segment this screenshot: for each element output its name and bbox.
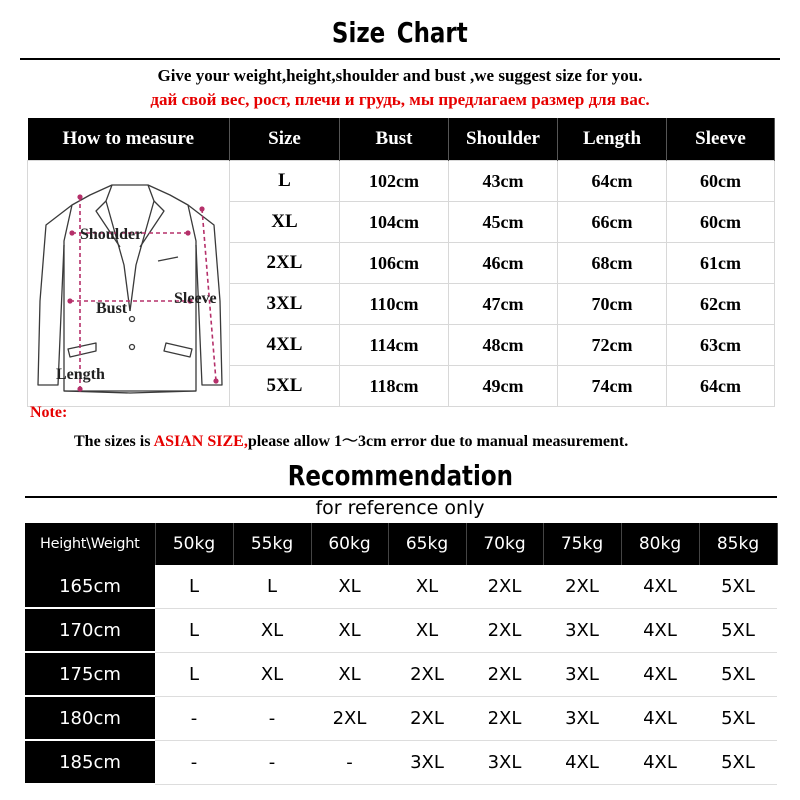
cell-recommended-size: 4XL xyxy=(621,652,699,696)
header-size: Size xyxy=(230,118,340,161)
recommendation-subtitle: for reference only xyxy=(315,497,485,519)
recommendation-header-row xyxy=(25,523,777,565)
cell-bust: 118cm xyxy=(340,366,449,407)
header-how-to-measure: How to measure xyxy=(28,118,230,161)
cell-recommended-size: 4XL xyxy=(621,565,699,608)
subtitle-english: Give your weight,height,shoulder and bust ,we suggest size for you. xyxy=(157,66,643,85)
cell-length: 64cm xyxy=(558,161,667,202)
recommendation-row xyxy=(25,740,777,784)
recommendation-row xyxy=(25,565,777,608)
recommendation-title-text: Recommendation xyxy=(287,459,513,492)
cell-recommended-size: 4XL xyxy=(621,696,699,740)
note-text xyxy=(74,428,628,451)
cell-sleeve: 60cm xyxy=(667,161,775,202)
cell-recommended-size: L xyxy=(155,608,233,652)
cell-size: 5XL xyxy=(230,366,340,407)
cell-length: 72cm xyxy=(558,325,667,366)
cell-recommended-size: - xyxy=(233,740,311,784)
cell-recommended-size: 5XL xyxy=(699,608,777,652)
cell-height: 175cm xyxy=(25,652,155,696)
cell-recommended-size: XL xyxy=(233,652,311,696)
size-chart-header-row xyxy=(28,118,775,161)
cell-size: XL xyxy=(230,202,340,243)
recommendation-row xyxy=(25,696,777,740)
header-bust: Bust xyxy=(340,118,449,161)
cell-recommended-size: - xyxy=(155,696,233,740)
cell-bust: 104cm xyxy=(340,202,449,243)
cell-recommended-size: 2XL xyxy=(466,565,543,608)
cell-size: 4XL xyxy=(230,325,340,366)
label-sleeve: Sleeve xyxy=(174,290,217,307)
cell-recommended-size: XL xyxy=(311,608,388,652)
note-label: Note: xyxy=(30,404,68,421)
cell-height: 185cm xyxy=(25,740,155,784)
cell-recommended-size: 2XL xyxy=(388,652,466,696)
cell-bust: 102cm xyxy=(340,161,449,202)
cell-recommended-size: 2XL xyxy=(388,696,466,740)
cell-recommended-size: 3XL xyxy=(543,608,621,652)
cell-recommended-size: 5XL xyxy=(699,652,777,696)
cell-recommended-size: L xyxy=(233,565,311,608)
cell-length: 70cm xyxy=(558,284,667,325)
cell-recommended-size: - xyxy=(233,696,311,740)
cell-recommended-size: XL xyxy=(388,608,466,652)
cell-recommended-size: L xyxy=(155,652,233,696)
jacket-diagram xyxy=(28,161,230,401)
cell-recommended-size: 3XL xyxy=(466,740,543,784)
note-highlight: ASIAN SIZE, xyxy=(153,433,248,450)
label-shoulder: Shoulder xyxy=(80,226,143,243)
cell-size: 3XL xyxy=(230,284,340,325)
cell-recommended-size: 4XL xyxy=(621,740,699,784)
cell-recommended-size: 2XL xyxy=(466,652,543,696)
cell-recommended-size: 2XL xyxy=(311,696,388,740)
cell-shoulder: 48cm xyxy=(449,325,558,366)
recommendation-row xyxy=(25,608,777,652)
header-weight: 75kg xyxy=(543,523,621,565)
header-shoulder: Shoulder xyxy=(449,118,558,161)
cell-recommended-size: 3XL xyxy=(543,696,621,740)
note-text-before: The sizes is xyxy=(74,433,154,450)
header-weight: 85kg xyxy=(699,523,777,565)
page-title xyxy=(0,16,800,49)
cell-height: 170cm xyxy=(25,608,155,652)
cell-shoulder: 49cm xyxy=(449,366,558,407)
cell-recommended-size: XL xyxy=(388,565,466,608)
header-weight: 65kg xyxy=(388,523,466,565)
cell-recommended-size: 2XL xyxy=(466,696,543,740)
header-weight: 70kg xyxy=(466,523,543,565)
cell-recommended-size: 4XL xyxy=(621,608,699,652)
recommendation-title xyxy=(0,459,800,492)
title-divider xyxy=(20,58,780,60)
cell-bust: 106cm xyxy=(340,243,449,284)
subtitle-russian: дай свой вес, рост, плечи и грудь, мы предлагаем размер для вас. xyxy=(150,90,650,109)
cell-recommended-size: 5XL xyxy=(699,565,777,608)
header-height-weight: Height\Weight xyxy=(25,523,155,565)
size-chart-table xyxy=(27,118,775,407)
size-row xyxy=(28,161,775,202)
cell-recommended-size: 3XL xyxy=(388,740,466,784)
cell-recommended-size: 5XL xyxy=(699,696,777,740)
cell-recommended-size: 2XL xyxy=(543,565,621,608)
cell-length: 68cm xyxy=(558,243,667,284)
header-sleeve: Sleeve xyxy=(667,118,775,161)
header-weight: 80kg xyxy=(621,523,699,565)
cell-length: 74cm xyxy=(558,366,667,407)
recommendation-table xyxy=(25,523,778,785)
cell-recommended-size: 5XL xyxy=(699,740,777,784)
cell-sleeve: 63cm xyxy=(667,325,775,366)
cell-size: L xyxy=(230,161,340,202)
cell-height: 165cm xyxy=(25,565,155,608)
cell-bust: 110cm xyxy=(340,284,449,325)
cell-recommended-size: L xyxy=(155,565,233,608)
cell-recommended-size: XL xyxy=(311,652,388,696)
measure-diagram-cell xyxy=(28,161,230,407)
cell-height: 180cm xyxy=(25,696,155,740)
cell-recommended-size: 2XL xyxy=(466,608,543,652)
cell-bust: 114cm xyxy=(340,325,449,366)
cell-shoulder: 46cm xyxy=(449,243,558,284)
note-text-after: please allow 1～3cm error due to manual measurement. xyxy=(247,433,629,450)
cell-recommended-size: 3XL xyxy=(543,652,621,696)
title-word-chart: Chart xyxy=(396,16,468,49)
header-weight: 60kg xyxy=(311,523,388,565)
cell-length: 66cm xyxy=(558,202,667,243)
label-bust: Bust xyxy=(96,300,128,317)
label-length: Length xyxy=(56,366,105,383)
cell-shoulder: 43cm xyxy=(449,161,558,202)
cell-recommended-size: - xyxy=(311,740,388,784)
recommendation-row xyxy=(25,652,777,696)
cell-recommended-size: XL xyxy=(233,608,311,652)
header-weight: 50kg xyxy=(155,523,233,565)
cell-sleeve: 62cm xyxy=(667,284,775,325)
header-length: Length xyxy=(558,118,667,161)
cell-sleeve: 60cm xyxy=(667,202,775,243)
cell-sleeve: 61cm xyxy=(667,243,775,284)
cell-recommended-size: - xyxy=(155,740,233,784)
title-word-size: Size xyxy=(332,16,386,49)
header-weight: 55kg xyxy=(233,523,311,565)
cell-recommended-size: XL xyxy=(311,565,388,608)
cell-shoulder: 47cm xyxy=(449,284,558,325)
cell-sleeve: 64cm xyxy=(667,366,775,407)
cell-recommended-size: 4XL xyxy=(543,740,621,784)
cell-size: 2XL xyxy=(230,243,340,284)
cell-shoulder: 45cm xyxy=(449,202,558,243)
